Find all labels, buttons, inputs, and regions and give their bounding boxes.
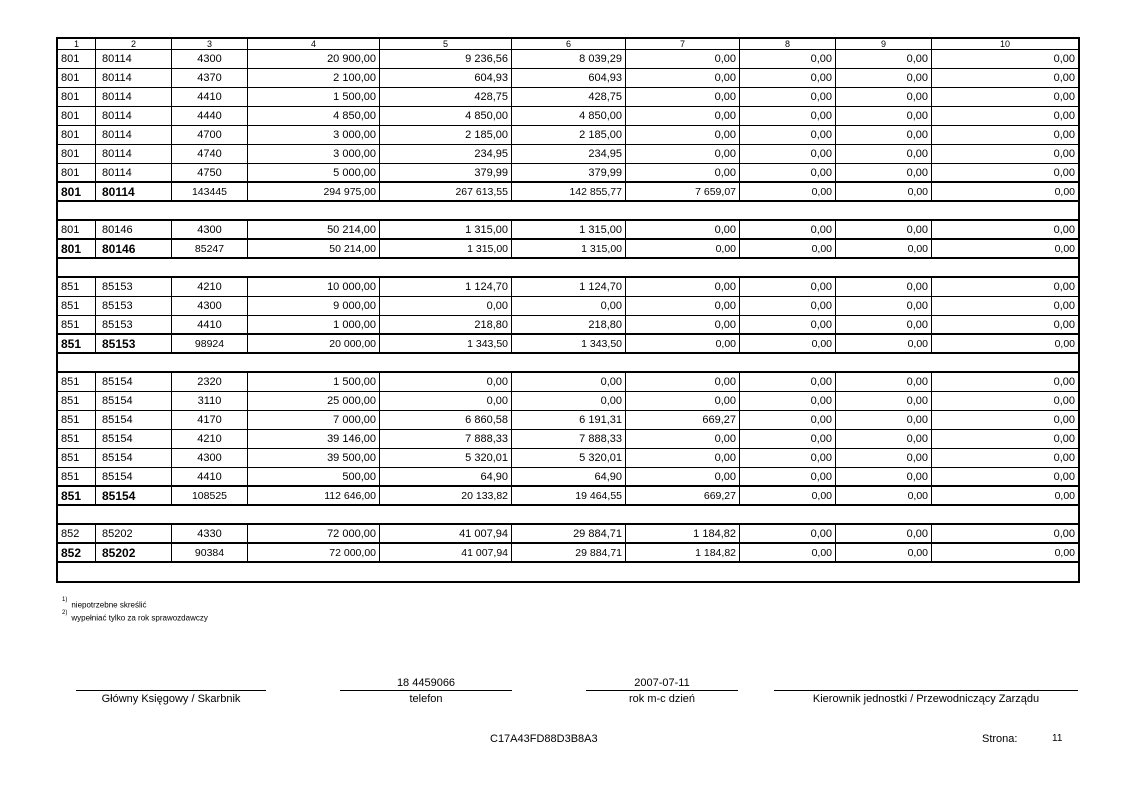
table-row xyxy=(58,468,1078,487)
page-label: Strona: xyxy=(982,733,1018,745)
table-cell: 0,00 xyxy=(740,221,836,238)
table-cell: 85154 xyxy=(96,449,172,467)
table-cell: 0,00 xyxy=(836,50,932,68)
table-cell: 0,00 xyxy=(626,316,740,333)
signature-value xyxy=(76,676,266,690)
table-cell: 218,80 xyxy=(380,316,512,333)
table-cell: 4740 xyxy=(172,145,248,163)
table-cell: 39 500,00 xyxy=(248,449,380,467)
table-cell: 142 855,77 xyxy=(512,183,626,200)
table-cell: 1 343,50 xyxy=(512,335,626,352)
budget-report-table xyxy=(56,37,1080,583)
table-cell: 80114 xyxy=(96,164,172,181)
table-cell: 80114 xyxy=(96,107,172,125)
table-cell: 0,00 xyxy=(626,392,740,410)
table-header-row xyxy=(58,39,1078,50)
table-cell: 851 xyxy=(58,392,96,410)
separator-row xyxy=(58,259,1078,278)
table-cell: 0,00 xyxy=(740,107,836,125)
table-cell: 112 646,00 xyxy=(248,487,380,504)
table-cell: 4170 xyxy=(172,411,248,429)
table-cell: 801 xyxy=(58,183,96,200)
table-cell: 4370 xyxy=(172,69,248,87)
table-cell: 0,00 xyxy=(626,373,740,391)
table-cell: 801 xyxy=(58,164,96,181)
table-cell: 0,00 xyxy=(740,126,836,144)
table-cell: 0,00 xyxy=(626,88,740,106)
table-cell: 20 133,82 xyxy=(380,487,512,504)
table-cell: 0,00 xyxy=(740,430,836,448)
table-cell: 4410 xyxy=(172,88,248,106)
table-cell: 0,00 xyxy=(1053,110,1075,122)
table-cell: 4300 xyxy=(172,221,248,238)
table-cell: 3 000,00 xyxy=(248,145,380,163)
signature-date xyxy=(586,676,738,707)
footnote-mark: 2) xyxy=(62,609,68,616)
table-cell: 4700 xyxy=(172,126,248,144)
table-cell: 0,00 xyxy=(626,107,740,125)
table-cell: 801 xyxy=(58,88,96,106)
date-value: 2007-07-11 xyxy=(634,677,690,689)
signature-phone xyxy=(340,676,512,707)
table-cell: 851 xyxy=(58,449,96,467)
table-row xyxy=(58,525,1078,544)
table-cell: 0,00 xyxy=(626,297,740,315)
table-cell: 2 185,00 xyxy=(512,126,626,144)
table-cell: 0,00 xyxy=(380,297,512,315)
table-cell: 0,00 xyxy=(740,145,836,163)
table-cell: 85202 xyxy=(96,544,172,561)
table-row xyxy=(58,126,1078,145)
separator-row xyxy=(58,354,1078,373)
column-header-10: 10 xyxy=(999,39,1010,49)
table-cell: 4300 xyxy=(172,449,248,467)
table-cell: 5 320,01 xyxy=(380,449,512,467)
table-cell: 801 xyxy=(58,221,96,238)
table-cell: 294 975,00 xyxy=(248,183,380,200)
table-cell: 80114 xyxy=(96,69,172,87)
table-cell: 4 850,00 xyxy=(512,107,626,125)
table-row xyxy=(58,430,1078,449)
table-cell: 0,00 xyxy=(740,392,836,410)
table-row xyxy=(58,50,1078,69)
table-cell: 851 xyxy=(58,430,96,448)
table-cell: 801 xyxy=(58,69,96,87)
table-cell: 0,00 xyxy=(1053,148,1075,160)
table-cell: 0,00 xyxy=(740,50,836,68)
table-cell: 851 xyxy=(58,297,96,315)
table-cell: 0,00 xyxy=(626,126,740,144)
table-cell: 851 xyxy=(58,316,96,333)
table-cell: 0,00 xyxy=(836,164,932,181)
table-cell: 0,00 xyxy=(740,183,836,200)
table-cell: 6 860,58 xyxy=(380,411,512,429)
table-cell: 0,00 xyxy=(1053,53,1075,65)
table-cell: 85154 xyxy=(96,468,172,485)
table-cell: 0,00 xyxy=(1054,338,1075,350)
table-cell: 0,00 xyxy=(512,373,626,391)
table-cell: 0,00 xyxy=(836,107,932,125)
table-cell: 267 613,55 xyxy=(380,183,512,200)
table-cell: 50 214,00 xyxy=(248,221,380,238)
table-cell: 851 xyxy=(58,278,96,296)
table-cell: 41 007,94 xyxy=(380,544,512,561)
table-cell: 0,00 xyxy=(836,278,932,296)
table-cell: 2320 xyxy=(172,373,248,391)
subtotal-row xyxy=(58,240,1078,259)
table-cell: 669,27 xyxy=(626,411,740,429)
table-cell: 851 xyxy=(58,335,96,352)
table-cell: 7 888,33 xyxy=(380,430,512,448)
table-cell: 4440 xyxy=(172,107,248,125)
table-cell: 0,00 xyxy=(740,88,836,106)
table-cell: 0,00 xyxy=(740,164,836,181)
table-cell: 4410 xyxy=(172,316,248,333)
table-cell: 0,00 xyxy=(740,544,836,561)
table-cell: 0,00 xyxy=(836,487,932,504)
table-cell: 0,00 xyxy=(626,468,740,485)
table-cell: 0,00 xyxy=(836,88,932,106)
table-cell: 0,00 xyxy=(626,145,740,163)
table-cell: 85154 xyxy=(96,373,172,391)
table-cell: 2 100,00 xyxy=(248,69,380,87)
table-cell: 0,00 xyxy=(836,449,932,467)
table-cell: 0,00 xyxy=(740,316,836,333)
table-cell: 379,99 xyxy=(512,164,626,181)
table-cell: 6 191,31 xyxy=(512,411,626,429)
table-cell: 0,00 xyxy=(836,544,932,561)
table-cell: 9 236,56 xyxy=(380,50,512,68)
column-header-3: 3 xyxy=(172,39,248,49)
table-cell: 4300 xyxy=(172,297,248,315)
table-cell: 1 500,00 xyxy=(248,373,380,391)
table-cell: 0,00 xyxy=(1053,319,1075,331)
table-cell: 0,00 xyxy=(740,411,836,429)
table-cell: 85247 xyxy=(172,240,248,257)
footnote-text: niepotrzebne skreślić xyxy=(71,600,147,610)
footnote-mark: 1) xyxy=(62,597,68,603)
table-cell: 72 000,00 xyxy=(248,525,380,542)
table-cell: 108525 xyxy=(172,487,248,504)
table-cell: 0,00 xyxy=(1053,528,1075,540)
table-cell: 0,00 xyxy=(836,69,932,87)
table-cell: 0,00 xyxy=(1053,376,1075,388)
table-cell: 4210 xyxy=(172,278,248,296)
table-row xyxy=(58,164,1078,183)
table-cell: 0,00 xyxy=(836,392,932,410)
table-cell: 0,00 xyxy=(836,335,932,352)
page-number: 11 xyxy=(1052,733,1063,744)
table-cell: 0,00 xyxy=(836,297,932,315)
table-row xyxy=(58,411,1078,430)
table-cell: 1 124,70 xyxy=(512,278,626,296)
table-cell: 0,00 xyxy=(740,335,836,352)
table-cell: 0,00 xyxy=(1053,281,1075,293)
table-cell: 85154 xyxy=(96,392,172,410)
table-cell: 0,00 xyxy=(740,468,836,485)
table-cell: 0,00 xyxy=(740,69,836,87)
table-cell: 0,00 xyxy=(1053,300,1075,312)
column-header-6: 6 xyxy=(512,39,626,49)
table-cell: 0,00 xyxy=(626,430,740,448)
table-cell: 5 000,00 xyxy=(248,164,380,181)
table-cell: 0,00 xyxy=(836,145,932,163)
table-cell: 0,00 xyxy=(1053,91,1075,103)
table-cell: 801 xyxy=(58,240,96,257)
table-cell: 379,99 xyxy=(380,164,512,181)
table-cell: 801 xyxy=(58,126,96,144)
table-cell: 1 184,82 xyxy=(626,544,740,561)
footnotes xyxy=(62,598,208,623)
table-cell: 0,00 xyxy=(1053,471,1075,483)
table-cell: 2 185,00 xyxy=(380,126,512,144)
column-header-9: 9 xyxy=(836,39,932,49)
table-cell: 80114 xyxy=(96,183,172,200)
table-cell: 143445 xyxy=(172,183,248,200)
table-cell: 801 xyxy=(58,145,96,163)
table-cell: 80146 xyxy=(96,240,172,257)
table-cell: 80114 xyxy=(96,50,172,68)
table-cell: 8 039,29 xyxy=(512,50,626,68)
subtotal-row xyxy=(58,487,1078,506)
subtotal-row xyxy=(58,544,1078,563)
subtotal-row xyxy=(58,183,1078,202)
table-cell: 0,00 xyxy=(1054,186,1075,198)
table-cell: 4330 xyxy=(172,525,248,542)
table-cell: 4 850,00 xyxy=(248,107,380,125)
table-cell: 0,00 xyxy=(512,392,626,410)
table-cell: 64,90 xyxy=(512,468,626,485)
table-cell: 20 000,00 xyxy=(248,335,380,352)
table-cell: 0,00 xyxy=(626,221,740,238)
signature-label: Kierownik jednostki / Przewodniczący Zarządu xyxy=(812,693,1040,705)
table-cell: 7 888,33 xyxy=(512,430,626,448)
table-cell: 39 146,00 xyxy=(248,430,380,448)
table-cell: 85154 xyxy=(96,411,172,429)
table-cell: 0,00 xyxy=(836,240,932,257)
table-row xyxy=(58,69,1078,88)
table-cell: 0,00 xyxy=(1053,72,1075,84)
table-cell: 0,00 xyxy=(836,411,932,429)
table-cell: 29 884,71 xyxy=(512,525,626,542)
table-cell: 0,00 xyxy=(626,278,740,296)
table-cell: 0,00 xyxy=(626,50,740,68)
table-cell: 1 315,00 xyxy=(512,221,626,238)
table-cell: 0,00 xyxy=(740,525,836,542)
table-cell: 500,00 xyxy=(248,468,380,485)
table-cell: 85153 xyxy=(96,335,172,352)
table-cell: 3110 xyxy=(172,392,248,410)
table-cell: 0,00 xyxy=(512,297,626,315)
column-header-1: 1 xyxy=(58,39,96,49)
separator-row xyxy=(58,563,1078,581)
table-row xyxy=(58,278,1078,297)
table-cell: 0,00 xyxy=(380,373,512,391)
table-cell: 64,90 xyxy=(380,468,512,485)
table-cell: 80114 xyxy=(96,88,172,106)
table-cell: 80146 xyxy=(96,221,172,238)
table-cell: 85202 xyxy=(96,525,172,542)
table-cell: 7 659,07 xyxy=(626,183,740,200)
table-cell: 428,75 xyxy=(380,88,512,106)
table-cell: 1 184,82 xyxy=(626,525,740,542)
table-cell: 851 xyxy=(58,373,96,391)
table-cell: 0,00 xyxy=(626,69,740,87)
table-cell: 0,00 xyxy=(1053,414,1075,426)
table-cell: 1 343,50 xyxy=(380,335,512,352)
table-cell: 3 000,00 xyxy=(248,126,380,144)
table-cell: 0,00 xyxy=(1053,433,1075,445)
table-cell: 0,00 xyxy=(626,164,740,181)
signature-accountant xyxy=(76,676,266,707)
table-cell: 0,00 xyxy=(1054,243,1075,255)
table-cell: 98924 xyxy=(172,335,248,352)
table-row xyxy=(58,373,1078,392)
signature-manager xyxy=(774,676,1078,707)
column-header-4: 4 xyxy=(248,39,380,49)
phone-value: 18 4459066 xyxy=(396,677,456,689)
table-cell: 851 xyxy=(58,468,96,485)
table-row xyxy=(58,297,1078,316)
table-cell: 19 464,55 xyxy=(512,487,626,504)
table-cell: 90384 xyxy=(172,544,248,561)
table-row xyxy=(58,88,1078,107)
table-row xyxy=(58,107,1078,126)
column-header-5: 5 xyxy=(380,39,512,49)
table-row xyxy=(58,449,1078,468)
table-cell: 604,93 xyxy=(380,69,512,87)
table-cell: 7 000,00 xyxy=(248,411,380,429)
table-cell: 0,00 xyxy=(740,297,836,315)
table-cell: 85153 xyxy=(96,297,172,315)
table-cell: 852 xyxy=(58,525,96,542)
table-cell: 218,80 xyxy=(512,316,626,333)
table-cell: 801 xyxy=(58,50,96,68)
table-cell: 0,00 xyxy=(626,240,740,257)
table-cell: 0,00 xyxy=(836,525,932,542)
table-cell: 0,00 xyxy=(836,183,932,200)
table-cell: 0,00 xyxy=(836,373,932,391)
table-cell: 1 000,00 xyxy=(248,316,380,333)
table-cell: 1 315,00 xyxy=(380,240,512,257)
table-cell: 1 315,00 xyxy=(512,240,626,257)
table-cell: 4 850,00 xyxy=(380,107,512,125)
table-row xyxy=(58,316,1078,335)
column-header-2: 2 xyxy=(96,39,172,49)
table-cell: 0,00 xyxy=(1053,129,1075,141)
table-cell: 5 320,01 xyxy=(512,449,626,467)
table-cell: 4410 xyxy=(172,468,248,485)
table-cell: 0,00 xyxy=(626,449,740,467)
table-cell: 80114 xyxy=(96,145,172,163)
table-cell: 0,00 xyxy=(1054,490,1075,502)
table-cell: 801 xyxy=(58,107,96,125)
table-cell: 72 000,00 xyxy=(248,544,380,561)
table-cell: 4750 xyxy=(172,164,248,181)
document-id: C17A43FD88D3B8A3 xyxy=(490,733,598,745)
column-header-7: 7 xyxy=(626,39,740,49)
table-row xyxy=(58,145,1078,164)
table-cell: 0,00 xyxy=(1053,167,1075,179)
table-cell: 0,00 xyxy=(836,316,932,333)
table-cell: 0,00 xyxy=(836,126,932,144)
table-cell: 0,00 xyxy=(740,373,836,391)
table-cell: 851 xyxy=(58,487,96,504)
table-cell: 0,00 xyxy=(740,278,836,296)
table-row xyxy=(58,392,1078,411)
table-cell: 0,00 xyxy=(626,335,740,352)
table-cell: 1 124,70 xyxy=(380,278,512,296)
table-cell: 50 214,00 xyxy=(248,240,380,257)
table-cell: 80114 xyxy=(96,126,172,144)
table-row xyxy=(58,221,1078,240)
table-body xyxy=(58,50,1078,581)
footnote-text: wypełniać tylko za rok sprawozdawczy xyxy=(71,613,208,623)
table-cell: 1 500,00 xyxy=(248,88,380,106)
table-cell: 0,00 xyxy=(380,392,512,410)
table-cell: 85153 xyxy=(96,316,172,333)
table-cell: 0,00 xyxy=(740,449,836,467)
table-cell: 669,27 xyxy=(626,487,740,504)
table-cell: 0,00 xyxy=(1053,452,1075,464)
signature-value xyxy=(774,676,1078,690)
table-cell: 0,00 xyxy=(836,221,932,238)
separator-row xyxy=(58,202,1078,221)
signature-label: Główny Księgowy / Skarbnik xyxy=(101,693,241,705)
table-cell: 85153 xyxy=(96,278,172,296)
table-cell: 0,00 xyxy=(1053,395,1075,407)
table-cell: 41 007,94 xyxy=(380,525,512,542)
table-cell: 0,00 xyxy=(836,468,932,485)
footnote-1 xyxy=(62,598,208,611)
table-cell: 234,95 xyxy=(380,145,512,163)
table-cell: 25 000,00 xyxy=(248,392,380,410)
table-cell: 85154 xyxy=(96,430,172,448)
table-cell: 0,00 xyxy=(1054,547,1075,559)
footnote-2 xyxy=(62,611,208,624)
table-cell: 4210 xyxy=(172,430,248,448)
table-cell: 85154 xyxy=(96,487,172,504)
table-cell: 9 000,00 xyxy=(248,297,380,315)
subtotal-row xyxy=(58,335,1078,354)
table-cell: 20 900,00 xyxy=(248,50,380,68)
table-cell: 852 xyxy=(58,544,96,561)
table-cell: 4300 xyxy=(172,50,248,68)
table-cell: 1 315,00 xyxy=(380,221,512,238)
table-cell: 29 884,71 xyxy=(512,544,626,561)
signature-label: rok m-c dzień xyxy=(628,693,696,705)
table-cell: 0,00 xyxy=(740,487,836,504)
column-header-8: 8 xyxy=(740,39,836,49)
table-cell: 0,00 xyxy=(836,430,932,448)
table-cell: 428,75 xyxy=(512,88,626,106)
table-cell: 0,00 xyxy=(740,240,836,257)
signature-label: telefon xyxy=(409,693,443,705)
table-cell: 604,93 xyxy=(512,69,626,87)
table-cell: 851 xyxy=(58,411,96,429)
table-cell: 0,00 xyxy=(1053,224,1075,236)
table-cell: 234,95 xyxy=(512,145,626,163)
table-cell: 10 000,00 xyxy=(248,278,380,296)
separator-row xyxy=(58,506,1078,525)
